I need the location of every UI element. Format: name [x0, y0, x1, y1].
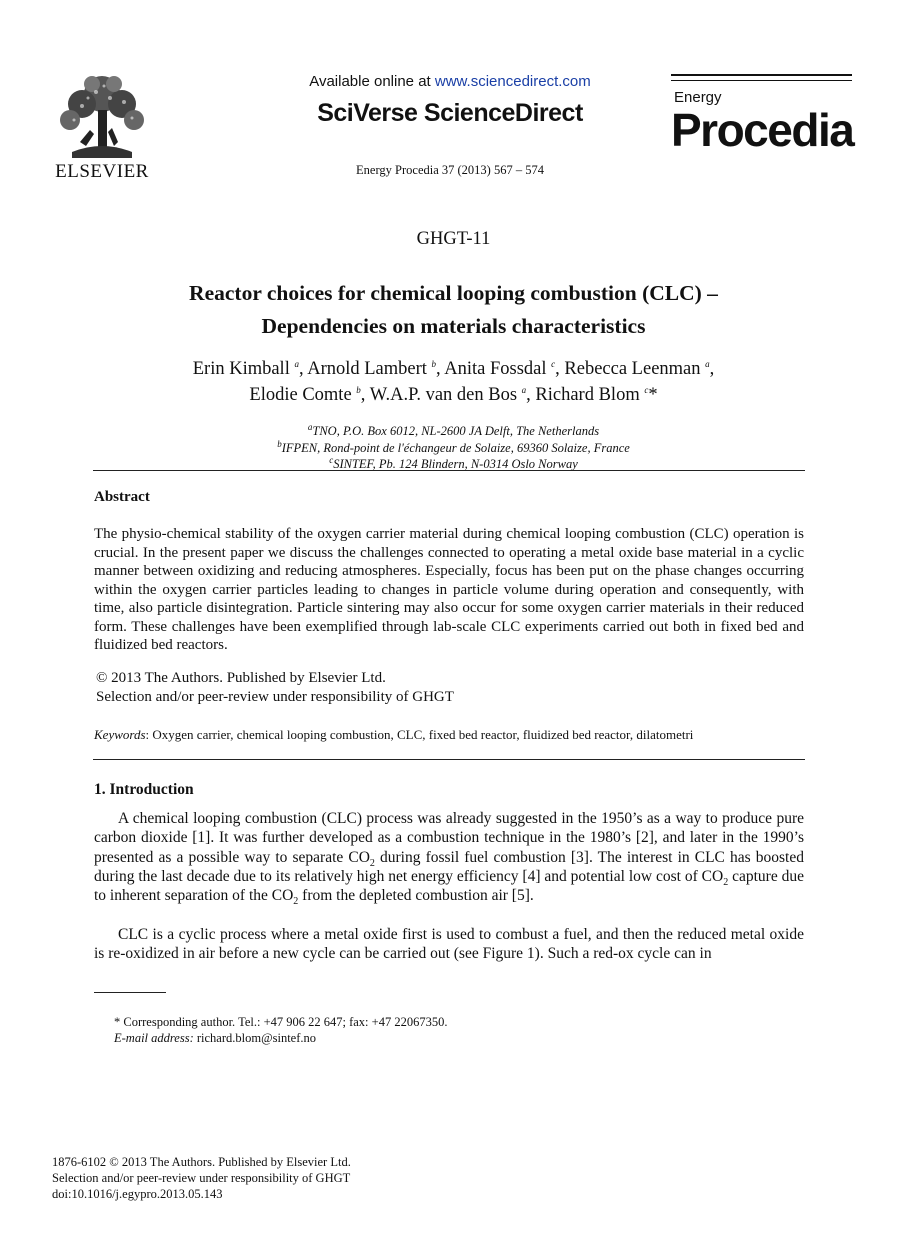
journal-logo: [671, 74, 852, 164]
keywords-text: : Oxygen carrier, chemical looping combustion, CLC, fixed bed reactor, fluidized bed reactor, dilatometri: [145, 727, 694, 742]
intro-text: capture due to inherent separation of the CO: [94, 867, 804, 905]
affiliation-mark: c: [329, 454, 334, 465]
author-affiliation-mark: b: [356, 384, 361, 395]
footnote-rule: [94, 992, 166, 993]
author-name: Richard Blom: [535, 385, 645, 405]
affiliation-text: IFPEN, Rond-point de l'échangeur de Solaize, 69360 Solaize, France: [281, 440, 630, 455]
journal-rule-second: [671, 80, 852, 81]
affiliation-mark: a: [307, 421, 313, 432]
author-separator: ,: [298, 359, 308, 379]
title-line-1: Reactor choices for chemical looping combustion (CLC) –: [189, 281, 718, 305]
author-line-1: [0, 356, 907, 382]
author-affiliation-mark: a: [521, 384, 527, 395]
footer-doi: doi:10.1016/j.egypro.2013.05.143: [52, 1187, 223, 1201]
intro-text: during fossil fuel combustion [3]. The interest in CLC has boosted during the last decade due to its relatively high net energy efficiency [4] and potential low cost of CO: [94, 848, 804, 885]
title-line-2: Dependencies on materials characteristics: [261, 314, 646, 338]
sciencedirect-link[interactable]: www.sciencedirect.com: [434, 73, 591, 90]
paper-title: [0, 277, 907, 343]
author-affiliation-mark: c: [644, 384, 649, 395]
intro-paragraph-1: [94, 809, 804, 908]
conference-label: GHGT-11: [416, 229, 491, 249]
elsevier-tree-icon: [52, 72, 152, 160]
author-separator: ,: [555, 359, 565, 379]
subscript: 2: [369, 857, 375, 869]
intro-text: from the depleted combustion air [5].: [298, 887, 534, 905]
subscript: 2: [293, 896, 299, 908]
affiliation-item: [0, 440, 907, 457]
page-footer: [52, 1154, 351, 1202]
sciverse-brand: SciVerse ScienceDirect: [317, 99, 583, 127]
abstract-text: The physio-chemical stability of the oxygen carrier material during chemical looping combustion (CLC) operation is crucial. In the present paper we discuss the challenges connected to operating a metal oxide base material in a cyclic manner between oxidizing and reducing atmospheres. Especially, focus has been put on the phase changes occurring within the oxygen carrier particles leading to changes in particle volume during operation and consequently, with time, also particle disintegration. Particle sintering may also occur for some oxygen carrier materials in their reduced form. These challenges have been exemplified through lab-scale CLC experiments carried out both in fixed bed and fluidized bed reactors.: [94, 526, 804, 653]
email-label: E-mail address:: [114, 1031, 194, 1045]
intro-text: A chemical looping combustion (CLC) process was already suggested in the 1950’s as a way to produce pure carbon dioxide [1]. It was further developed as a combustion technique in the 1980’s [2], and later in the 1990’s presented as a possible way to separate CO: [94, 810, 804, 866]
citation: Energy Procedia 37 (2013) 567 – 574: [356, 163, 544, 177]
affiliation-text: TNO, P.O. Box 6012, NL-2600 JA Delft, The Netherlands: [312, 424, 600, 438]
author-affiliation-mark: b: [431, 358, 437, 369]
affiliation-list: [0, 423, 907, 473]
author-separator: ,: [526, 385, 536, 405]
abstract-review: Selection and/or peer-review under responsibility of GHGT: [96, 689, 454, 705]
author-name: Rebecca Leenman: [564, 359, 706, 379]
affiliation-item: [0, 423, 907, 440]
abstract-heading: Abstract: [94, 489, 150, 505]
author-affiliation-mark: a: [705, 358, 710, 369]
available-online: [230, 73, 670, 90]
journal-rule-top: [671, 74, 852, 76]
intro-paragraph-2: CLC is a cyclic process where a metal oxide first is used to combust a fuel, and then the reduced metal oxide is re-oxidized in air before a new cycle can be carried out (see Figure 1). Such a red-ox cycle can in: [94, 926, 804, 963]
author-name: Elodie Comte: [249, 385, 357, 405]
section-heading: 1. Introduction: [94, 781, 194, 798]
author-separator: *: [648, 385, 658, 405]
footer-review: Selection and/or peer-review under responsibility of GHGT: [52, 1171, 351, 1185]
author-separator: ,: [436, 359, 445, 379]
affiliation-text: SINTEF, Pb. 124 Blindern, N-0314 Oslo Norway: [333, 457, 578, 471]
keywords: [94, 727, 693, 743]
abstract-copyright: © 2013 The Authors. Published by Elsevier Ltd.: [96, 670, 386, 686]
journal-name-top: Energy: [674, 89, 722, 106]
author-name: Erin Kimball: [192, 359, 295, 379]
author-line-2: [0, 382, 907, 408]
journal-name-main: Procedia: [671, 104, 854, 156]
author-affiliation-mark: a: [294, 358, 299, 369]
available-prefix: Available online at: [309, 73, 435, 90]
divider-top: [93, 470, 805, 471]
footnote-corresponding: * Corresponding author. Tel.: +47 906 22 647; fax: +47 22067350.: [114, 1015, 448, 1029]
elsevier-logo: [52, 72, 152, 182]
subscript: 2: [723, 876, 729, 888]
footer-issn: 1876-6102 © 2013 The Authors. Published by Elsevier Ltd.: [52, 1155, 351, 1169]
author-list: [0, 356, 907, 408]
footnote-email: [114, 1031, 316, 1046]
email-address: richard.blom@sintef.no: [193, 1031, 316, 1045]
author-separator: ,: [709, 359, 715, 379]
author-name: Anita Fossdal: [444, 359, 552, 379]
author-separator: ,: [360, 385, 370, 405]
divider-bottom: [93, 759, 805, 760]
author-affiliation-mark: c: [551, 358, 556, 369]
keywords-label: Keywords: [94, 727, 146, 742]
affiliation-mark: b: [277, 438, 282, 449]
publisher-name: ELSEVIER: [55, 161, 149, 182]
author-name: Arnold Lambert: [307, 359, 432, 379]
author-name: W.A.P. van den Bos: [369, 385, 522, 405]
